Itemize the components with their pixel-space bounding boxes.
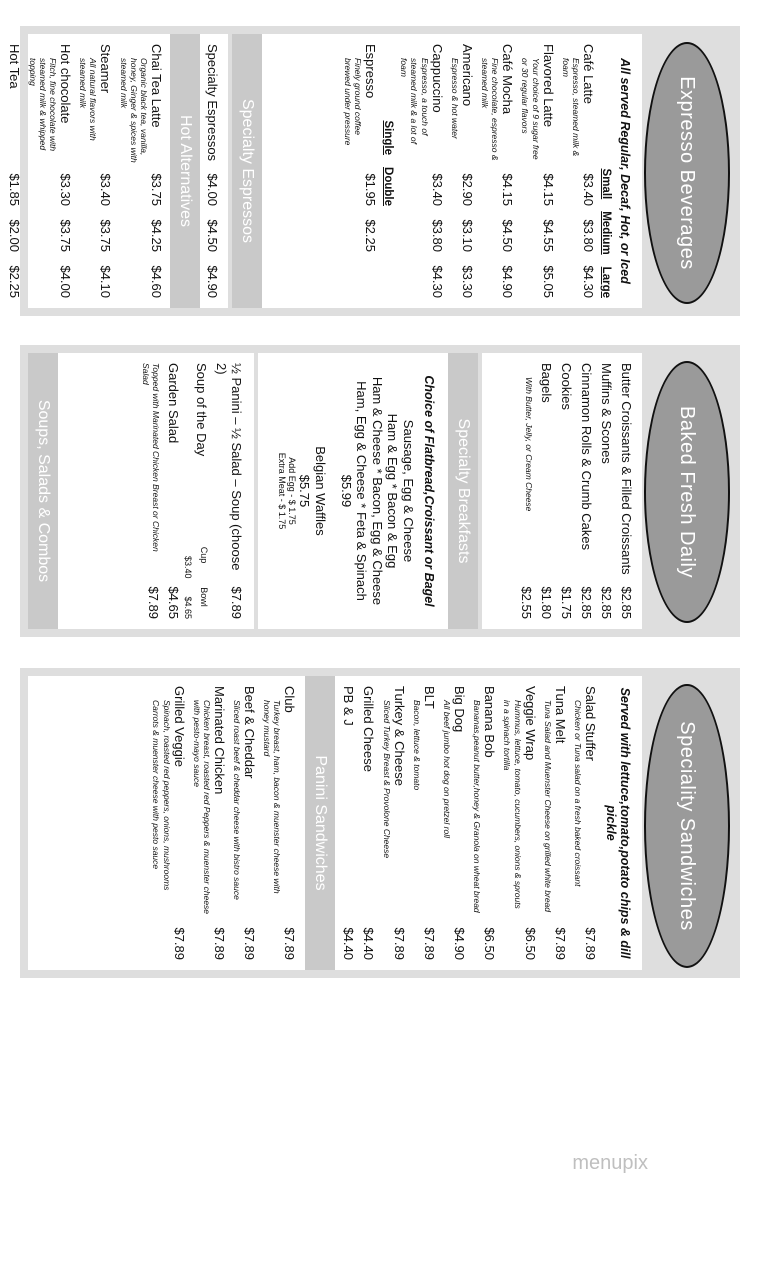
menu-item	[232, 686, 257, 960]
item-desc: Espresso, a touch of steamed milk & a lot of foam	[399, 58, 430, 144]
item-name: Banana Bob	[482, 686, 498, 758]
menu-item	[450, 44, 475, 298]
item-name: Beef & Cheddar	[242, 686, 258, 779]
item-desc: Espresso, steamed milk & foam	[560, 58, 581, 157]
menu-item	[599, 363, 614, 619]
baked-title-oval	[644, 361, 730, 623]
item-price: $2.85	[619, 586, 634, 619]
price-large: $4.90	[500, 265, 516, 298]
espresso-column	[7, 26, 740, 316]
item-name: Bagels	[539, 363, 554, 403]
band-label: Specialty Breakfasts	[455, 418, 472, 564]
item-name: Café Latte	[581, 44, 596, 104]
item-desc: All natural flavors with steamed milk	[78, 58, 99, 141]
breakfast-line: Sausage, Egg & Cheese	[401, 419, 416, 563]
item-price: $7.89	[391, 927, 407, 960]
breakfast-line: Ham, Egg & Cheese * Feta & Spinach	[354, 381, 370, 601]
price-medium: $3.80	[429, 219, 445, 252]
size-single: Single	[382, 120, 395, 156]
item-price: $7.89	[229, 586, 244, 619]
price-medium: $4.55	[540, 219, 556, 252]
menu-item	[502, 686, 537, 960]
item-price: $7.89	[211, 927, 227, 960]
espresso-tagline: All served Regular, Decaf, Hot, or Iced	[618, 58, 632, 284]
menu-item	[342, 686, 357, 960]
espresso-size-header	[382, 44, 394, 206]
item-desc: Spinach, roasted red peppers, onions, mushrooms Carrots & muenster cheese with pesto sauce	[151, 700, 172, 891]
item-desc: Fine chocolate, espresso & steamed milk	[480, 58, 501, 161]
panini-band	[306, 676, 336, 970]
item-name: Soup of the Day	[194, 363, 209, 457]
menu-item-topped-salad	[141, 363, 161, 619]
item-name: Cappuccino	[429, 44, 445, 113]
item-desc: Finely ground coffee brewed under pressure	[342, 58, 364, 146]
item-desc: Turkey breast, ham, bacon & muenster cheese with honey mustard	[262, 700, 283, 894]
add-egg: Add Egg - $ 1.75	[286, 457, 297, 525]
price-medium: $4.50	[500, 219, 516, 252]
breakfast-line: Ham & Egg * Bacon & Egg	[385, 413, 401, 569]
price-small: $3.75	[149, 173, 164, 206]
menu-item-specialty-espressos	[205, 44, 220, 298]
menu-item	[118, 44, 164, 298]
item-desc: Sliced roast beef & cheddar cheese with bistro sauce	[232, 700, 243, 900]
item-price: $7.89	[282, 927, 298, 960]
item-price: $1.75	[559, 586, 574, 619]
item-desc: Espresso & hot water	[449, 58, 460, 139]
item-name: Café Mocha	[500, 44, 516, 115]
price-small: $3.30	[58, 173, 74, 206]
item-price: $2.85	[599, 586, 614, 619]
price-small: $4.00	[205, 173, 220, 206]
price-small: $3.40	[581, 173, 596, 206]
item-desc: Bacon, lettuce & tomato	[411, 700, 422, 791]
price-large: $4.10	[98, 265, 114, 298]
price-double: $2.25	[363, 219, 379, 252]
item-name: Grilled Veggie	[171, 686, 187, 767]
item-desc: Tuna Salad and Muenster Cheese on grilled white bread	[542, 700, 553, 913]
menu-item	[399, 44, 445, 298]
item-name: Marinated Chicken	[211, 686, 227, 795]
menu-item	[78, 44, 113, 298]
breakfast-line: $5.99	[338, 474, 354, 508]
item-price: $7.89	[146, 586, 161, 619]
menu-item-combo	[214, 363, 244, 619]
breakfast-tagline: Choice of Flatbread,Croissant or Bagel	[422, 375, 436, 607]
item-price: $4.40	[341, 927, 357, 960]
cup-label: Cup	[199, 546, 209, 564]
sandwiches-column	[20, 668, 740, 978]
sandwiches-title-oval	[644, 684, 730, 968]
item-desc: All beef jumbo hot dog on pretzel roll	[442, 700, 453, 838]
item-name: Chai Tea Latte	[149, 44, 164, 128]
price-single: $1.95	[363, 173, 379, 206]
size-header	[600, 44, 612, 298]
price-large: $4.90	[205, 265, 220, 298]
item-name: Turkey & Cheese	[391, 686, 407, 786]
item-name: BLT	[421, 686, 437, 709]
item-name: Steamer	[98, 44, 114, 94]
item-name: Salad Stuffer	[583, 686, 598, 761]
band-label: Specialty Espressos	[239, 98, 256, 244]
menu-item	[559, 363, 574, 619]
item-desc: Hummus, lettuce, tomato, cucumbers, onions & sprouts in a spinach tortilla	[502, 700, 523, 909]
bowl-label: Bowl	[199, 587, 209, 607]
item-desc: Chicken or Tuna salad on a fresh baked croissant	[573, 700, 583, 887]
item-desc: Fitch, fine chocolate with steamed milk & whipped topping	[27, 58, 59, 152]
menu-item	[543, 686, 568, 960]
menu-item	[382, 686, 407, 960]
item-name: Grilled Cheese	[361, 686, 377, 772]
price-medium: $4.25	[149, 219, 164, 252]
menu-item-garden-salad	[166, 363, 181, 619]
item-name: Club	[282, 686, 298, 713]
menu-item	[579, 363, 594, 619]
menu-item	[442, 686, 467, 960]
menu-item	[561, 44, 596, 298]
price-small: $4.15	[500, 173, 516, 206]
price-medium: $3.75	[98, 219, 114, 252]
sandwiches-title: Speciality Sandwiches	[676, 721, 699, 931]
watermark: menupix	[572, 1152, 648, 1174]
menu-item	[262, 686, 297, 960]
menu-item	[412, 686, 437, 960]
bowl-price: $4.65	[183, 596, 193, 619]
soups-panel	[28, 353, 254, 629]
item-name: Specialty Espressos	[205, 44, 220, 162]
size-small: Small	[600, 168, 612, 200]
menu-item	[519, 363, 534, 619]
size-double: Double	[382, 167, 395, 206]
item-price: $4.40	[361, 927, 377, 960]
sandwiches-tagline: Served with lettuce,tomato,potato chips & dill pickle	[604, 687, 632, 959]
item-name: Veggie Wrap	[522, 686, 538, 761]
menu-item	[28, 44, 74, 298]
band-label: Hot Alternatives	[177, 114, 194, 228]
menu-item	[362, 686, 377, 960]
espresso-panel	[232, 34, 642, 308]
item-desc: Sliced Turkey Breast & Provolone Cheese	[381, 700, 392, 859]
espresso-title-oval	[644, 42, 730, 304]
menu-item	[472, 686, 497, 960]
item-desc: Bananas,peanut butter,honey & Granola on wheat bread	[472, 700, 483, 913]
menu-item	[619, 363, 634, 619]
price-large: $2.25	[7, 265, 23, 298]
item-name: Garden Salad	[166, 363, 181, 444]
waffles-name: Belgian Waffles	[313, 446, 329, 536]
price-small: $1.85	[7, 173, 23, 206]
item-name: Cookies	[559, 363, 574, 410]
price-medium: $3.75	[58, 219, 74, 252]
menu-item	[480, 44, 515, 298]
item-price: $4.65	[166, 586, 181, 619]
item-name: Hot Tea	[7, 44, 23, 89]
price-large: $4.30	[429, 265, 445, 298]
price-medium: $3.80	[581, 219, 596, 252]
price-small: $2.90	[459, 173, 475, 206]
price-medium: $2.00	[7, 219, 23, 252]
price-large: $5.05	[540, 265, 556, 298]
item-price: $2.85	[579, 586, 594, 619]
item-desc: Your choice of 9 sugar free or 30 regular flavors	[520, 58, 541, 160]
item-name: ½ Panini – ½ Salad – Soup (choose 2)	[214, 363, 244, 571]
price-small: $3.40	[98, 173, 114, 206]
baked-title: Baked Fresh Daily	[676, 406, 699, 578]
item-price: $6.50	[522, 927, 538, 960]
item-name: Hot chocolate	[58, 44, 74, 124]
item-price: $6.50	[482, 927, 498, 960]
breakfast-band	[448, 353, 478, 629]
price-large: $4.00	[58, 265, 74, 298]
soup-prices	[183, 363, 193, 619]
hot-alternatives-panel	[7, 34, 228, 308]
item-price: $2.55	[519, 586, 534, 619]
price-small: $3.40	[429, 173, 445, 206]
menu-item	[573, 686, 598, 960]
menu-item-soup	[194, 363, 209, 619]
item-desc: Organic black tea, vanilla, honey, Ginger & spices with steamed milk	[118, 58, 149, 163]
waffles-price: $5.75	[297, 474, 313, 508]
espresso-title: Expresso Beverages	[676, 76, 699, 270]
baked-panel	[482, 353, 642, 629]
item-desc: Chicken breast, roasted red Peppers & muenster cheese with pesto-mayo sauce	[191, 700, 212, 915]
baked-column	[20, 345, 740, 637]
size-large: Large	[600, 266, 612, 298]
item-name: Espresso	[363, 44, 379, 99]
item-desc: Topped with Marinated Chicken Breast or Chicken Salad	[141, 363, 161, 552]
item-name: Tuna Melt	[552, 686, 568, 744]
band-label: Soups, Salads & Combos	[35, 399, 52, 583]
menu-item	[192, 686, 227, 960]
item-name: Americano	[459, 44, 475, 107]
item-name: PB & J	[341, 686, 357, 726]
menu-item	[151, 686, 186, 960]
price-medium: $4.50	[205, 219, 220, 252]
item-price: $7.89	[583, 927, 598, 960]
item-name: Flavored Latte	[540, 44, 556, 128]
price-large: $3.30	[459, 265, 475, 298]
cup-price: $3.40	[183, 555, 193, 579]
size-medium: Medium	[600, 211, 612, 255]
item-price: $1.80	[539, 586, 554, 619]
price-small: $4.15	[540, 173, 556, 206]
item-price: $4.90	[452, 927, 468, 960]
item-price: $7.89	[421, 927, 437, 960]
menu-item	[8, 44, 23, 298]
band-label: Panini Sandwiches	[312, 755, 330, 891]
breakfast-line: Ham & Cheese * Bacon, Egg & Cheese	[369, 376, 385, 606]
item-price: $7.89	[552, 927, 568, 960]
item-name: Muffins & Scones	[599, 363, 614, 464]
price-medium: $3.10	[459, 219, 475, 252]
price-large: $4.60	[149, 265, 164, 298]
extra-meat: Extra Meat - $ 1.75	[276, 452, 287, 530]
item-name: Big Dog	[452, 686, 468, 733]
item-name: Cinnamon Rolls & Crumb Cakes	[579, 363, 594, 551]
price-large: $4.30	[581, 265, 596, 298]
item-price: $7.89	[171, 927, 187, 960]
hot-alternatives-band	[170, 34, 200, 308]
menu-item-espresso	[343, 44, 378, 298]
menu-item	[539, 363, 554, 619]
item-desc: With Butter, Jelly, or Cream Cheese	[524, 377, 534, 512]
breakfast-panel	[258, 353, 478, 629]
menu-item	[520, 44, 555, 298]
sandwiches-panel	[28, 676, 642, 970]
soups-band	[28, 353, 58, 629]
item-name: Butter Croissants & Filled Croissants	[619, 363, 634, 575]
specialty-espresso-band	[232, 34, 262, 308]
item-price: $7.89	[242, 927, 258, 960]
